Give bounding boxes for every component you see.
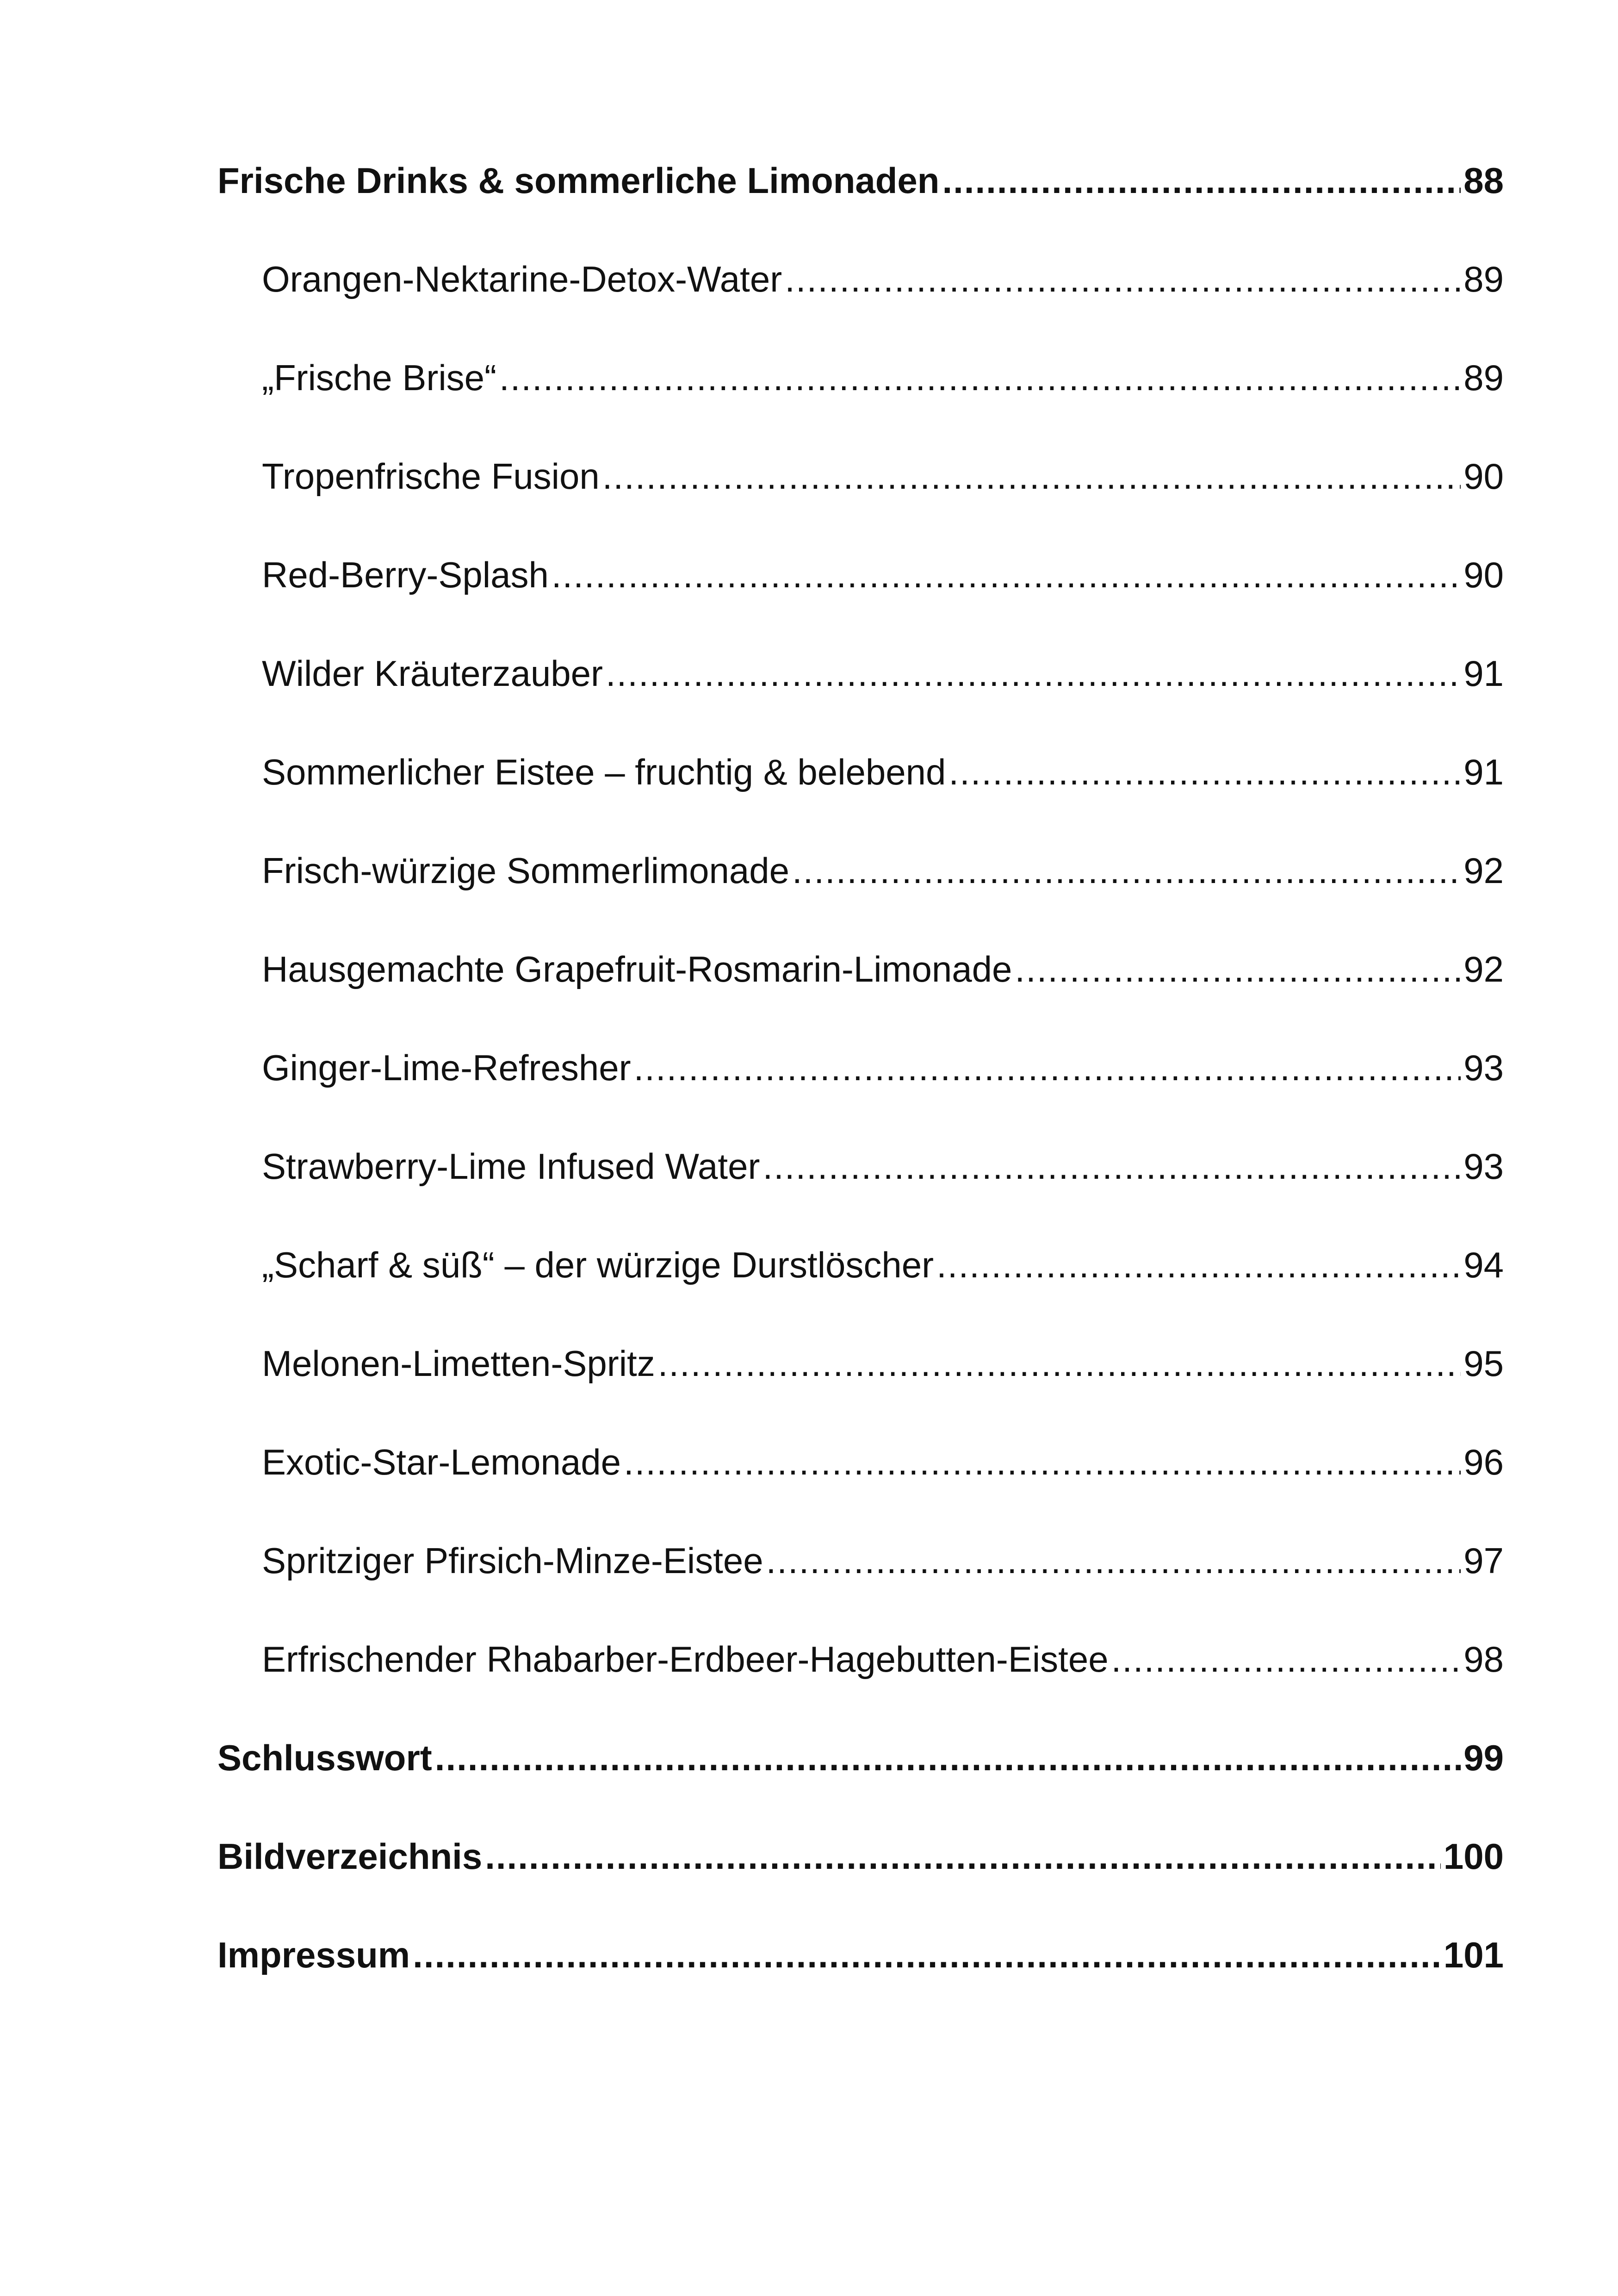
toc-dot-leader (413, 1932, 1441, 1978)
toc-entry-title: Tropenfrische Fusion (262, 456, 600, 497)
toc-entry-title: Sommerlicher Eistee – fruchtig & belebend (262, 752, 946, 792)
toc-entry-title: Strawberry-Lime Infused Water (262, 1146, 760, 1187)
toc-entry-frische-brise[interactable] (217, 355, 1504, 453)
toc-entry-title: Melonen-Limetten-Spritz (262, 1343, 655, 1384)
toc-entry-title: Orangen-Nektarine-Detox-Water (262, 259, 782, 299)
toc-page-number: 90 (1463, 554, 1504, 595)
toc-dot-leader (435, 1735, 1461, 1781)
toc-page-number: 88 (1463, 160, 1504, 201)
toc-page-number: 93 (1463, 1146, 1504, 1187)
toc-entry-orangen-nektarine[interactable] (217, 256, 1504, 355)
toc-page-number: 101 (1443, 1935, 1504, 1975)
toc-page-number: 100 (1443, 1836, 1504, 1877)
toc-dot-leader (763, 1143, 1461, 1189)
toc-dot-leader (942, 157, 1461, 204)
toc-entry-red-berry-splash[interactable] (217, 552, 1504, 650)
toc-page-number: 89 (1463, 357, 1504, 398)
toc-entry-scharf-und-suess[interactable] (217, 1242, 1504, 1340)
toc-entry-tropenfrische-fusion[interactable] (217, 453, 1504, 552)
toc-dot-leader (485, 1833, 1441, 1879)
toc-entry-schlusswort[interactable] (217, 1735, 1504, 1833)
toc-page-number: 91 (1463, 653, 1504, 694)
toc-dot-leader (1015, 946, 1461, 992)
toc-page-number: 96 (1463, 1442, 1504, 1482)
toc-page-number: 91 (1463, 752, 1504, 792)
toc-entry-wilder-kraeuterzauber[interactable] (217, 650, 1504, 749)
toc-entry-title: Wilder Kräuterzauber (262, 653, 603, 694)
toc-page-number: 99 (1463, 1737, 1504, 1778)
toc-entry-title: „Frische Brise“ (262, 357, 497, 398)
toc-dot-leader (948, 749, 1461, 795)
toc-dot-leader (785, 256, 1461, 302)
toc-page-number: 89 (1463, 259, 1504, 299)
toc-entry-title: „Scharf & süß“ – der würzige Durstlöscher (262, 1244, 934, 1285)
toc-page-number: 92 (1463, 850, 1504, 891)
toc-page-number: 93 (1463, 1047, 1504, 1088)
toc-dot-leader (499, 355, 1461, 401)
toc-entry-rhabarber-erdbeer-hagebutten-eistee[interactable] (217, 1636, 1504, 1735)
toc-entry-title: Bildverzeichnis (217, 1836, 483, 1877)
toc-entry-bildverzeichnis[interactable] (217, 1833, 1504, 1932)
toc-entry-title: Exotic-Star-Lemonade (262, 1442, 621, 1482)
table-of-contents (217, 157, 1504, 2030)
toc-page-number: 90 (1463, 456, 1504, 497)
toc-entry-title: Frisch-würzige Sommerlimonade (262, 850, 789, 891)
toc-entry-title: Erfrischender Rhabarber-Erdbeer-Hagebutten-Eistee (262, 1639, 1109, 1680)
toc-dot-leader (792, 847, 1461, 894)
toc-entry-strawberry-lime-water[interactable] (217, 1143, 1504, 1242)
toc-entry-grapefruit-rosmarin-limonade[interactable] (217, 946, 1504, 1045)
toc-entry-title: Spritziger Pfirsich-Minze-Eistee (262, 1540, 763, 1581)
toc-entry-frische-drinks[interactable] (217, 157, 1504, 256)
toc-page-number: 95 (1463, 1343, 1504, 1384)
toc-dot-leader (552, 552, 1461, 598)
toc-entry-title: Frische Drinks & sommerliche Limonaden (217, 160, 940, 201)
toc-entry-title: Hausgemachte Grapefruit-Rosmarin-Limonade (262, 949, 1012, 989)
toc-dot-leader (606, 650, 1461, 697)
toc-dot-leader (936, 1242, 1461, 1288)
toc-page-number: 94 (1463, 1244, 1504, 1285)
toc-dot-leader (602, 453, 1461, 499)
toc-dot-leader (766, 1537, 1461, 1584)
toc-dot-leader (658, 1340, 1461, 1387)
toc-dot-leader (1111, 1636, 1461, 1682)
toc-entry-sommerlicher-eistee[interactable] (217, 749, 1504, 847)
toc-entry-title: Impressum (217, 1935, 410, 1975)
toc-entry-title: Schlusswort (217, 1737, 432, 1778)
toc-entry-frisch-wuerzige-sommerlimonade[interactable] (217, 847, 1504, 946)
toc-entry-title: Red-Berry-Splash (262, 554, 549, 595)
toc-entry-impressum[interactable] (217, 1932, 1504, 2030)
toc-page-number: 98 (1463, 1639, 1504, 1680)
toc-page-number: 97 (1463, 1540, 1504, 1581)
toc-entry-melonen-limetten-spritz[interactable] (217, 1340, 1504, 1439)
toc-entry-pfirsich-minze-eistee[interactable] (217, 1537, 1504, 1636)
toc-dot-leader (634, 1045, 1461, 1091)
toc-dot-leader (624, 1439, 1461, 1485)
toc-page-number: 92 (1463, 949, 1504, 989)
toc-entry-title: Ginger-Lime-Refresher (262, 1047, 631, 1088)
toc-entry-ginger-lime-refresher[interactable] (217, 1045, 1504, 1143)
toc-entry-exotic-star-lemonade[interactable] (217, 1439, 1504, 1537)
